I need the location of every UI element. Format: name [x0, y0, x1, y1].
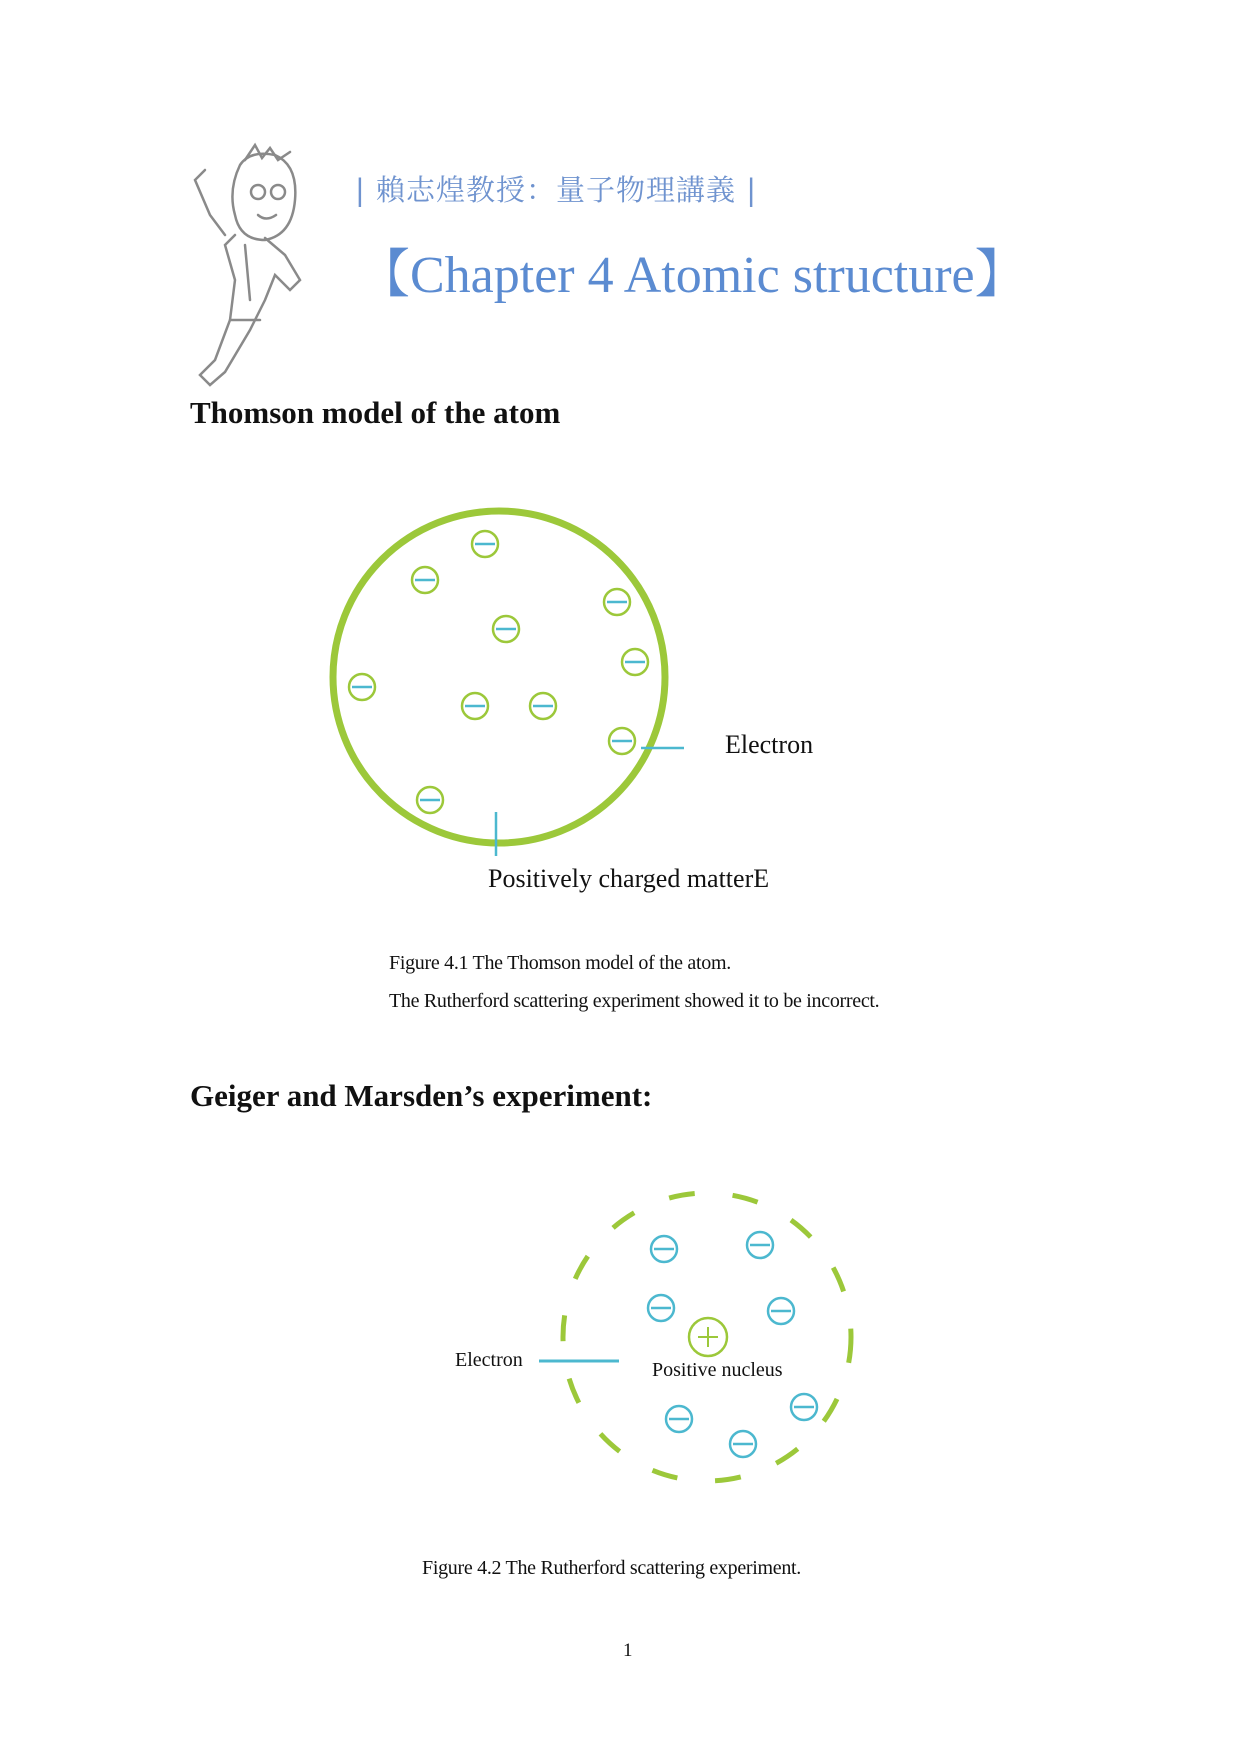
electron-icon [349, 674, 375, 700]
figure-caption: Figure 4.1 The Thomson model of the atom. [389, 952, 731, 974]
figure-caption: Figure 4.2 The Rutherford scattering experiment. [422, 1557, 802, 1579]
electron-icon [791, 1394, 817, 1420]
professor-cartoon-icon [195, 145, 300, 385]
electron-icon [493, 616, 519, 642]
positive-sphere [333, 511, 665, 843]
electron-label: Electron [455, 1349, 523, 1371]
section-heading-thomson: Thomson model of the atom [190, 395, 561, 430]
figure-caption-note: The Rutherford scattering experiment showed it to be incorrect. [389, 990, 880, 1012]
electron-icon [666, 1406, 692, 1432]
positive-nucleus-icon [689, 1318, 727, 1356]
electron-icon [417, 787, 443, 813]
electron-icon [462, 693, 488, 719]
electron-icon [530, 693, 556, 719]
electron-icon [747, 1232, 773, 1258]
rutherford-model-diagram [539, 1193, 851, 1481]
electron-icon [604, 589, 630, 615]
chapter-title: 【Chapter 4 Atomic structure】 [358, 247, 1027, 304]
positive-matter-label: Positively charged matterE [488, 864, 770, 893]
electron-icon [472, 531, 498, 557]
electron-icon [651, 1236, 677, 1262]
section-heading-geiger: Geiger and Marsden’s experiment: [190, 1078, 653, 1113]
electron-icon [609, 728, 635, 754]
electron-label: Electron [725, 730, 814, 759]
electron-icon [648, 1295, 674, 1321]
page-number: 1 [623, 1640, 633, 1661]
course-header: | 賴志煌教授：量子物理講義 | [355, 173, 757, 207]
electron-icon [622, 649, 648, 675]
electron-icon [412, 567, 438, 593]
electron-icon [730, 1431, 756, 1457]
electron-icon [768, 1298, 794, 1324]
nucleus-label: Positive nucleus [652, 1359, 783, 1381]
thomson-model-diagram [333, 511, 684, 856]
